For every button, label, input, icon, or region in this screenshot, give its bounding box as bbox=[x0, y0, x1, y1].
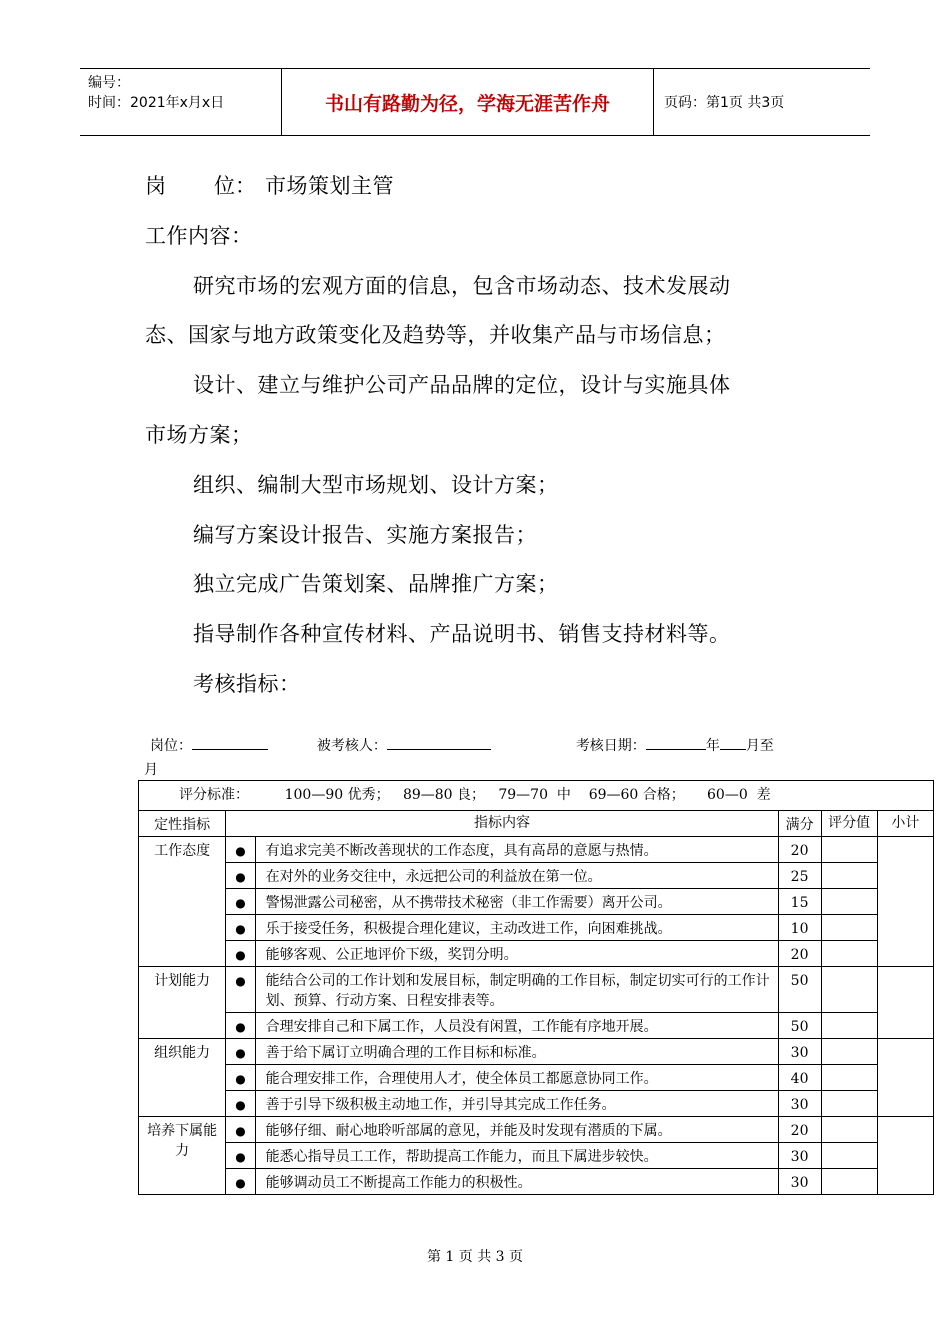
header-subtotal: 小计 bbox=[877, 811, 933, 837]
full-score: 30 bbox=[778, 1169, 821, 1195]
bullet-icon: ● bbox=[226, 889, 255, 915]
bullet-icon: ● bbox=[226, 1039, 255, 1065]
duty-line: 态、国家与地方政策变化及趋势等，并收集产品与市场信息； bbox=[145, 323, 726, 347]
post-field-label: 岗位： bbox=[150, 738, 192, 754]
indicator-text: 乐于接受任务，积极提合理化建议，主动改进工作，向困难挑战。 bbox=[255, 915, 778, 941]
indicator-text: 善于给下属订立明确合理的工作目标和标准。 bbox=[255, 1039, 778, 1065]
subtotal-cell[interactable] bbox=[877, 967, 933, 1039]
subtotal-cell[interactable] bbox=[877, 1117, 933, 1195]
indicator-text: 合理安排自己和下属工作，人员没有闲置，工作能有序地开展。 bbox=[255, 1013, 778, 1039]
bullet-icon: ● bbox=[226, 1065, 255, 1091]
indicator-text: 警惕泄露公司秘密，从不携带技术秘密（非工作需要）离开公司。 bbox=[255, 889, 778, 915]
bullet-icon: ● bbox=[226, 837, 255, 863]
rating-cell[interactable] bbox=[821, 1091, 877, 1117]
table-row bbox=[139, 863, 934, 889]
full-score: 20 bbox=[778, 837, 821, 863]
assessee-blank bbox=[387, 734, 491, 750]
bullet-icon: ● bbox=[226, 967, 255, 1013]
full-score: 50 bbox=[778, 1013, 821, 1039]
indicator-text: 善于引导下级积极主动地工作，并引导其完成工作任务。 bbox=[255, 1091, 778, 1117]
bullet-icon: ● bbox=[226, 1143, 255, 1169]
table-row bbox=[139, 1117, 934, 1143]
page-footer: 第 1 页 共 3 页 bbox=[426, 1249, 524, 1265]
assessment-table bbox=[138, 780, 934, 1195]
full-score: 40 bbox=[778, 1065, 821, 1091]
indicator-text: 有追求完美不断改善现状的工作态度，具有高昂的意愿与热情。 bbox=[255, 837, 778, 863]
indicator-text: 能够仔细、耐心地聆听部属的意见，并能及时发现有潜质的下属。 bbox=[255, 1117, 778, 1143]
duty-line: 研究市场的宏观方面的信息，包含市场动态、技术发展动 bbox=[193, 274, 731, 298]
header-rating: 评分值 bbox=[821, 811, 877, 837]
rating-cell[interactable] bbox=[821, 941, 877, 967]
table-row bbox=[139, 915, 934, 941]
bullet-icon: ● bbox=[226, 941, 255, 967]
assessment-meta: 岗位： 被考核人： 考核日期： 年 月至 bbox=[150, 734, 774, 756]
duty-line: 编写方案设计报告、实施方案报告； bbox=[193, 523, 537, 547]
bullet-icon: ● bbox=[226, 863, 255, 889]
header-full-score: 满分 bbox=[778, 811, 821, 837]
rating-cell[interactable] bbox=[821, 1117, 877, 1143]
subtotal-cell[interactable] bbox=[877, 1039, 933, 1117]
subtotal-cell[interactable] bbox=[877, 837, 933, 967]
full-score: 20 bbox=[778, 941, 821, 967]
table-row bbox=[139, 941, 934, 967]
work-content-label: 工作内容： bbox=[145, 224, 253, 248]
month-blank bbox=[720, 734, 746, 750]
header-motto: 书山有路勤为径，学海无涯苦作舟 bbox=[282, 69, 654, 135]
bullet-icon: ● bbox=[226, 1117, 255, 1143]
full-score: 15 bbox=[778, 889, 821, 915]
table-row bbox=[139, 1013, 934, 1039]
duty-line: 市场方案； bbox=[145, 423, 253, 447]
rating-cell[interactable] bbox=[821, 1013, 877, 1039]
group-name: 工作态度 bbox=[139, 837, 226, 967]
full-score: 30 bbox=[778, 1143, 821, 1169]
full-score: 25 bbox=[778, 863, 821, 889]
rating-cell[interactable] bbox=[821, 1143, 877, 1169]
indicator-text: 能悉心指导员工工作，帮助提高工作能力，而且下属进步较快。 bbox=[255, 1143, 778, 1169]
rating-cell[interactable] bbox=[821, 1169, 877, 1195]
header-meta bbox=[80, 69, 282, 135]
indicator-text: 能合理安排工作，合理使用人才，使全体员工都愿意协同工作。 bbox=[255, 1065, 778, 1091]
header-page-code: 页码：第1页 共3页 bbox=[664, 95, 785, 111]
rating-cell[interactable] bbox=[821, 915, 877, 941]
rating-cell[interactable] bbox=[821, 1039, 877, 1065]
full-score: 30 bbox=[778, 1039, 821, 1065]
scoring-standard-row bbox=[139, 781, 934, 811]
table-row bbox=[139, 1065, 934, 1091]
rating-cell[interactable] bbox=[821, 967, 877, 1013]
group-name: 计划能力 bbox=[139, 967, 226, 1039]
full-score: 10 bbox=[778, 915, 821, 941]
table-row bbox=[139, 1091, 934, 1117]
scoring-standard: 评分标准： 100—90 优秀； 89—80 良； 79—70 中 69—60 合格； 60—0 差 bbox=[139, 781, 934, 811]
duty-line: 组织、编制大型市场规划、设计方案； bbox=[193, 473, 559, 497]
duty-line: 设计、建立与维护公司产品品牌的定位，设计与实施具体 bbox=[193, 373, 731, 397]
post-blank bbox=[192, 734, 268, 750]
number-label: 编号： bbox=[88, 75, 130, 91]
header-indicator: 定性指标 bbox=[139, 811, 226, 837]
header-content: 指标内容 bbox=[226, 811, 778, 837]
full-score: 30 bbox=[778, 1091, 821, 1117]
bullet-icon: ● bbox=[226, 1091, 255, 1117]
table-row bbox=[139, 1169, 934, 1195]
rating-cell[interactable] bbox=[821, 837, 877, 863]
post-value: 市场策划主管 bbox=[265, 174, 394, 198]
indicator-text: 能够调动员工不断提高工作能力的积极性。 bbox=[255, 1169, 778, 1195]
table-row bbox=[139, 837, 934, 863]
time-label: 时间：2021年x月x日 bbox=[88, 95, 225, 111]
table-row bbox=[139, 889, 934, 915]
year-blank bbox=[646, 734, 706, 750]
group-name: 组织能力 bbox=[139, 1039, 226, 1117]
table-row bbox=[139, 1143, 934, 1169]
rating-cell[interactable] bbox=[821, 863, 877, 889]
assessment-label: 考核指标： bbox=[193, 672, 301, 696]
assessee-label: 被考核人： bbox=[316, 738, 387, 754]
month-label: 月 bbox=[144, 762, 158, 778]
bullet-icon: ● bbox=[226, 915, 255, 941]
full-score: 20 bbox=[778, 1117, 821, 1143]
table-row bbox=[139, 1039, 934, 1065]
page-header bbox=[80, 68, 870, 136]
table-row bbox=[139, 967, 934, 1013]
duty-line: 指导制作各种宣传材料、产品说明书、销售支持材料等。 bbox=[193, 622, 731, 646]
group-name: 培养下属能力 bbox=[139, 1117, 226, 1195]
bullet-icon: ● bbox=[226, 1013, 255, 1039]
date-label: 考核日期： bbox=[575, 738, 646, 754]
full-score: 50 bbox=[778, 967, 821, 1013]
table-header-row bbox=[139, 811, 934, 837]
indicator-text: 能够客观、公正地评价下级，奖罚分明。 bbox=[255, 941, 778, 967]
post-line bbox=[145, 172, 394, 200]
indicator-text: 能结合公司的工作计划和发展目标，制定明确的工作目标，制定切实可行的工作计划、预算、行动方案、日程安排表等。 bbox=[255, 967, 778, 1013]
indicator-text: 在对外的业务交往中，永远把公司的利益放在第一位。 bbox=[255, 863, 778, 889]
rating-cell[interactable] bbox=[821, 1065, 877, 1091]
rating-cell[interactable] bbox=[821, 889, 877, 915]
duty-line: 独立完成广告策划案、品牌推广方案； bbox=[193, 572, 559, 596]
post-label: 岗 位： bbox=[145, 174, 256, 198]
bullet-icon: ● bbox=[226, 1169, 255, 1195]
